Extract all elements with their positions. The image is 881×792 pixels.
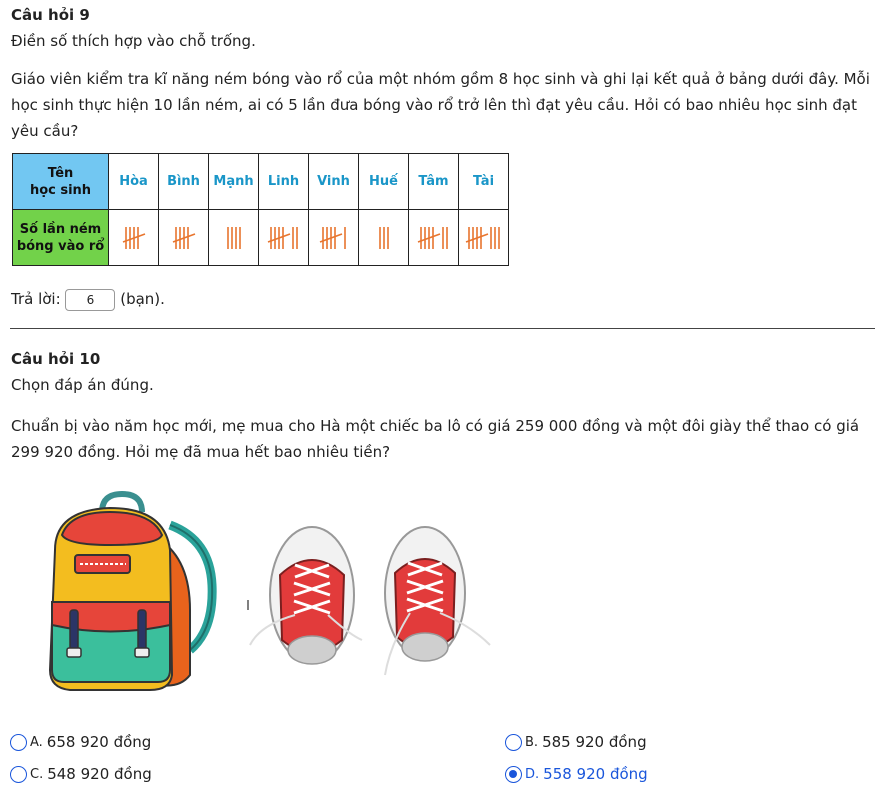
question-9-instruction: Điền số thích hợp vào chỗ trống. [11,32,256,50]
option-c-text: 548 920 đồng [47,765,152,783]
tally-marks [261,223,307,253]
student-name: Bình [159,154,209,210]
backpack-icon [40,490,225,695]
question-10-instruction: Chọn đáp án đúng. [11,376,154,394]
option-a-text: 658 920 đồng [46,733,152,751]
table-row-names [13,154,509,210]
student-name: Linh [259,154,309,210]
answer-input[interactable]: 6 [65,289,115,311]
option-b[interactable] [505,733,647,751]
option-d[interactable] [505,765,648,783]
question-9-text-line-3: yêu cầu? [11,122,79,140]
header-basket-count [13,210,109,266]
student-name: Tâm [409,154,459,210]
tally-marks [461,223,507,253]
tally-marks [211,223,257,253]
question-10-text-line-1: Chuẩn bị vào năm học mới, mẹ mua cho Hà một chiếc ba lô có giá 259 000 đồng và một đôi giày thể thao có giá [11,417,860,435]
student-name: Mạnh [209,154,259,210]
option-d-text: 558 920 đồng [543,765,648,783]
tally-marks [311,223,357,253]
tally-table [12,153,509,266]
tally-cell [109,210,159,266]
tally-cell [159,210,209,266]
table-row-tallies [13,210,509,266]
header-name-line-2: học sinh [29,182,92,198]
header-student-name [13,154,109,210]
student-name: Hòa [109,154,159,210]
answer-prefix: Trả lời: [11,290,61,308]
option-c-letter: C. [30,766,44,782]
tally-cell [359,210,409,266]
tally-marks [161,223,207,253]
header-count-line-1: Số lần ném [19,221,102,237]
option-a[interactable] [10,733,151,751]
question-9-title: Câu hỏi 9 [11,6,90,24]
tally-marks [361,223,407,253]
option-a-letter: A. [30,734,43,750]
question-10-text-line-2: 299 920 đồng. Hỏi mẹ đã mua hết bao nhiêu tiền? [11,443,391,461]
radio-button-c[interactable] [10,766,27,783]
question-divider [10,328,875,329]
option-c[interactable] [10,765,152,783]
tally-cell [259,210,309,266]
header-name-line-1: Tên [47,165,74,181]
radio-button-b[interactable] [505,734,522,751]
option-b-text: 585 920 đồng [542,733,647,751]
student-name: Tài [459,154,509,210]
question-9-text-line-1: Giáo viên kiểm tra kĩ năng ném bóng vào rổ của một nhóm gồm 8 học sinh và ghi lại kết quả ở bảng dưới đây. Mỗi [11,70,870,88]
tally-marks [411,223,457,253]
radio-button-a[interactable] [10,734,27,751]
question-9-text-line-2: học sinh thực hiện 10 lần ném, ai có 5 lần đưa bóng vào rổ trở lên thì đạt yêu cầu. Hỏi có bao nhiêu học sinh đạt [11,96,857,114]
student-name: Vinh [309,154,359,210]
answer-row [11,286,165,312]
option-d-letter: D. [525,766,540,782]
tally-marks [111,223,157,253]
radio-button-d[interactable] [505,766,522,783]
option-b-letter: B. [525,734,539,750]
sneakers-icon [240,515,500,685]
tally-cell [309,210,359,266]
tally-cell [209,210,259,266]
tally-cell [409,210,459,266]
question-10-title: Câu hỏi 10 [11,350,101,368]
header-count-line-2: bóng vào rổ [16,238,105,254]
answer-suffix: (bạn). [120,290,165,308]
tally-cell [459,210,509,266]
student-name: Huế [359,154,409,210]
